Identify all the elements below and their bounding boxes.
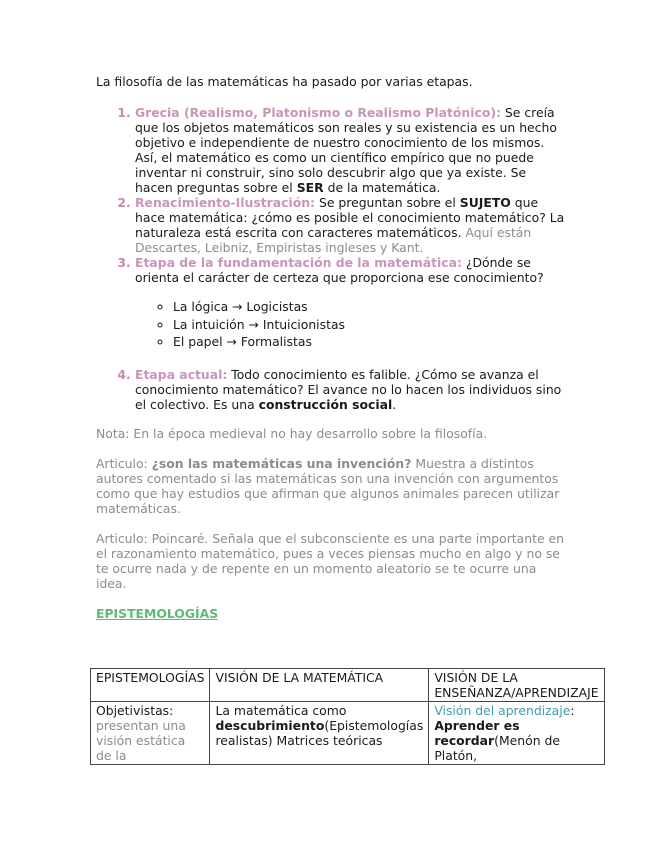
stage-text: Se preguntan sobre el [315,195,460,210]
stage-text: ¿Dónde se orienta el carácter de certeza que proporciona ese conocimiento? [135,255,544,285]
visions-list [135,298,566,351]
stage-title: Etapa de la fundamentación de la matemática: [135,255,462,270]
stage-item-renaissance [135,195,566,255]
stage-item-current [135,367,566,412]
cell-text: La matemática como [215,703,347,718]
article-text: Muestra a distintos autores comentado si las matemáticas son una invención con argumentos como que hay estudios que afirman que algunos animales parecen utilizar matemáticas. [96,455,560,516]
table-header-cell: VISIÓN DE LA ENSEÑANZA/APRENDIZAJE [429,669,604,702]
medieval-note: Nota: En la época medieval no hay desarrollo sobre la filosofía. [96,425,488,441]
document-body [96,74,566,621]
stage-bold: SER [296,180,324,195]
cell-text-end: (Epistemologías realistas) Matrices teóricas [215,718,424,748]
article-prefix: Articulo: [96,455,152,471]
stage-text-end: que hace matemática: ¿cómo es posible el conocimiento matemático? La naturaleza está escrita con caracteres matemáticos. [135,195,565,240]
stage-title: Grecia (Realismo, Platonismo o Realismo Platónico): [135,105,501,120]
epistemologies-table [90,668,605,765]
table-cell-epistemology [91,702,210,765]
table-header-cell: VISIÓN DE LA MATEMÁTICA [210,669,429,702]
cell-bold: descubrimiento [215,718,325,733]
intro-paragraph: La filosofía de las matemáticas ha pasado por varias etapas. [96,74,473,89]
stage-item-foundation [135,255,566,351]
stage-grey-note: Aquí están Descartes, Leibniz, Empiristas ingleses y Kant. [135,225,532,255]
cell-teal-label: Visión del aprendizaje [434,703,571,718]
article-poincare: Articulo: Poincaré. Señala que el subconsciente es una parte importante en el razonamiento matemático, pues a veces piensas mucho en algo y no se te ocurre nada y de repente en un momento aleatorio se te ocurre una idea. [96,530,565,591]
cell-text-end: (Menón de Platón, [434,733,561,763]
table-row [91,702,605,765]
article-bold-question: ¿son las matemáticas una invención? [151,455,412,471]
objetivistas-desc: presentan una visión estática de la [96,718,186,763]
stage-item-greece [135,105,566,195]
table-header-row [91,669,605,702]
table-cell-vision-teaching [429,702,604,765]
article-invention [96,456,566,516]
stage-text: Se creía que los objetos matemáticos son reales y su existencia es un hecho objetivo e independiente de nuestro conocimiento de los mismos. Así, el matemático es como un científico empírico que no puede inventar ni construir, sino solo descubrir algo que ya existe. Se hacen preguntas sobre el [135,105,557,195]
stages-list [96,105,566,412]
epistemologies-heading: EPISTEMOLOGÍAS [96,605,219,621]
stage-title: Etapa actual: [135,366,228,382]
stage-text-end: . [392,396,397,412]
stage-text: Todo conocimiento es falible. ¿Cómo se avanza el conocimiento matemático? El avance no lo hacen los individuos sino el colectivo. Es una [135,366,562,412]
stage-title: Renacimiento-Ilustración: [135,195,316,210]
stage-text-end: de la matemática. [323,180,441,195]
cell-colon: : [570,703,575,718]
table-header-cell: EPISTEMOLOGÍAS [91,669,210,702]
vision-item-intuition: ◦ La intuición → Intuicionistas [173,316,566,334]
cell-bold: Aprender es recordar [434,718,520,748]
vision-item-paper: ◦ El papel → Formalistas [173,333,566,351]
objetivistas-label: Objetivistas: [96,703,174,718]
table-cell-vision-math [210,702,429,765]
stage-bold: construcción social [258,396,393,412]
stage-bold: SUJETO [459,195,511,210]
vision-item-logic: ◦ La lógica → Logicistas [173,298,566,316]
